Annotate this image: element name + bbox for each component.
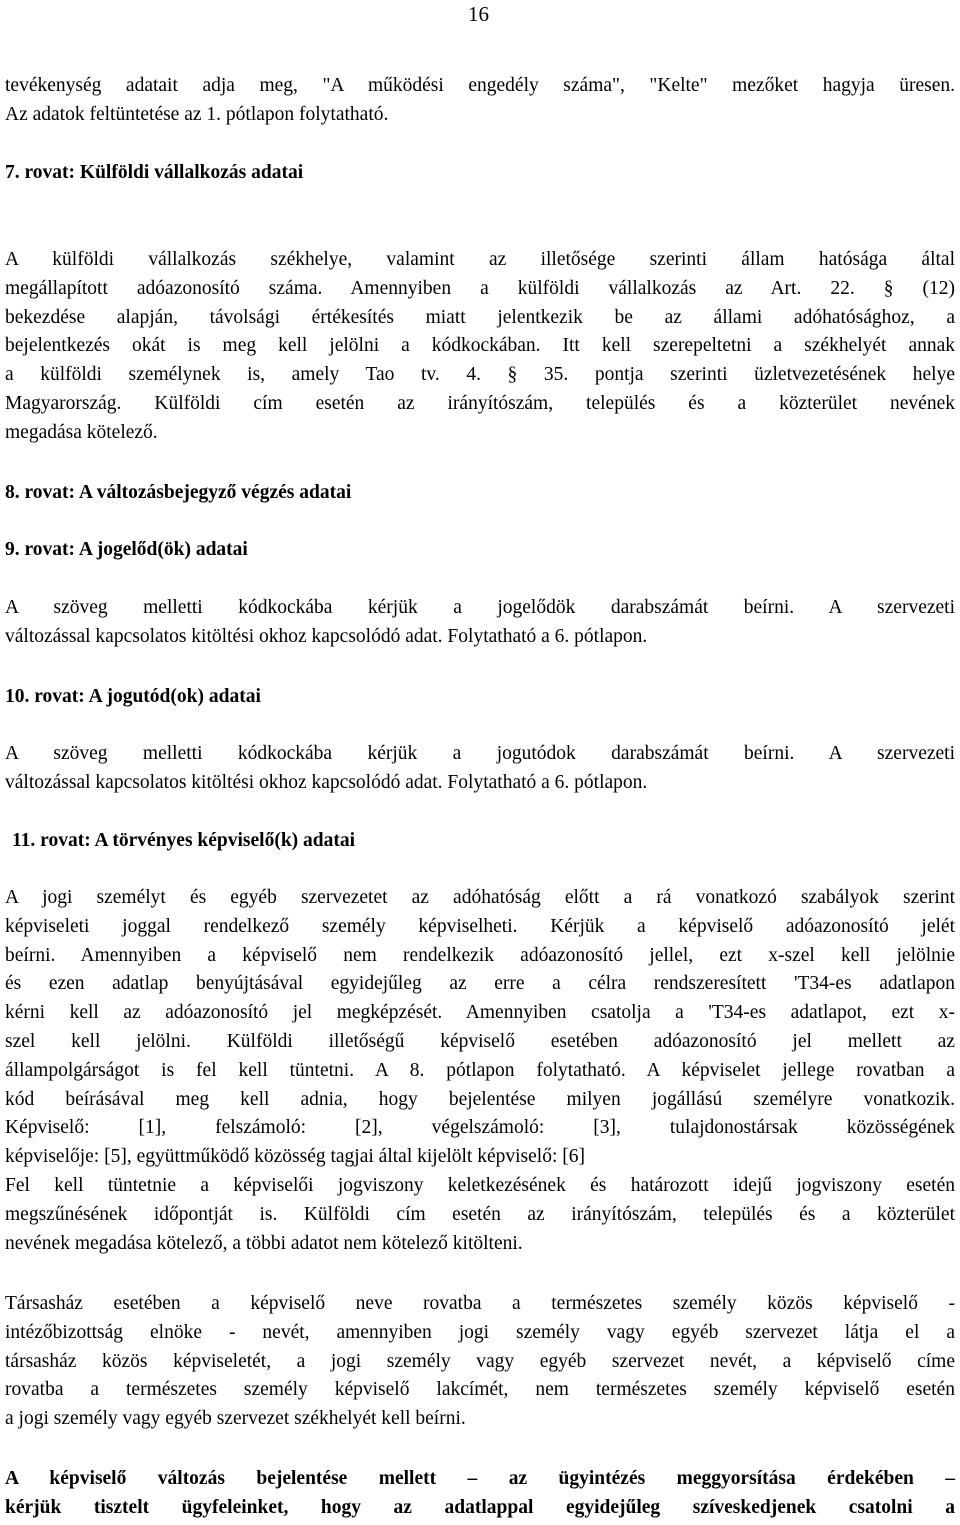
text-line: A szöveg melletti kódkockába kérjük a jogelődök darabszámát beírni. A szervezeti [5, 597, 955, 618]
text-line: A külföldi vállalkozás székhelye, valamint az illetősége szerinti állam hatósága által [5, 249, 955, 270]
text-line: a külföldi személynek is, amely Tao tv. 4. § 35. pontja szerinti üzletvezetésének helye [5, 364, 955, 386]
text-line: A jogi személyt és egyéb szervezetet az adóhatóság előtt a rá vonatkozó szabályok szerint [5, 887, 955, 908]
text-line: megszűnésének időpontját is. Külföldi cím esetén az irányítószám, település és a közterület [5, 1203, 955, 1225]
bold-notice-paragraph [5, 1465, 955, 1523]
text-line: Képviselő: [1], felszámoló: [2], végelszámoló: [3], tulajdonostársak közösségének [5, 1117, 955, 1139]
text-line: társasház közös képviseletét, a jogi személy vagy egyéb szervezet nevét, a képviselő címe [5, 1350, 955, 1372]
text-line: Fel kell tüntetnie a képviselői jogviszony keletkezésének és határozott idejű jogviszony esetén [5, 1174, 955, 1196]
text-line: bejelentkezés okát is meg kell jelölni a kódkockában. Itt kell szerepeltetni a székhelyét annak [5, 335, 955, 357]
text-line: rovatba a természetes személy képviselő lakcímét, nem természetes személy képviselő esetén [5, 1379, 955, 1401]
text-line: kérni kell az adóazonosító jel megképzését. Amennyiben csatolja a 'T34-es adatlapot, ezt x- [5, 1002, 955, 1024]
text-line: a jogi személy vagy egyéb szervezet székhelyét kell beírni. [5, 1408, 466, 1430]
section-10-paragraph [5, 740, 955, 798]
text-line: tevékenység adatait adja meg, "A működési engedély száma", "Kelte" mezőket hagyja üresen. [5, 75, 955, 96]
text-line: nevének megadása kötelező, a többi adatot nem kötelező kitölteni. [5, 1232, 523, 1254]
page-number: 16 [468, 2, 489, 26]
condominium-paragraph [5, 1290, 955, 1434]
text-line: szel kell jelölni. Külföldi illetőségű képviselő esetében adóazonosító jel mellett az [5, 1030, 955, 1052]
text-line: változással kapcsolatos kitöltési okhoz kapcsolódó adat. Folytatható a 6. pótlapon. [5, 625, 648, 647]
text-line: Társasház esetében a képviselő neve rovatba a természetes személy közös képviselő - [5, 1293, 955, 1314]
text-line: Az adatok feltüntetése az 1. pótlapon folytatható. [5, 103, 389, 125]
section-11-paragraph [5, 884, 955, 1258]
text-line: kód beírásával meg kell adnia, hogy bejelentése milyen jogállású személyre vonatkozik. [5, 1088, 955, 1110]
section-9-heading: 9. rovat: A jogelőd(ök) adatai [5, 539, 248, 560]
text-line: kérjük tisztelt ügyfeleinket, hogy az adatlappal egyidejűleg szíveskedjenek csatolni a [5, 1496, 955, 1518]
text-line: változással kapcsolatos kitöltési okhoz kapcsolódó adat. Folytatható a 6. pótlapon. [5, 771, 648, 793]
section-7-paragraph [5, 246, 955, 448]
section-7-heading: 7. rovat: Külföldi vállalkozás adatai [5, 162, 304, 183]
text-line: megállapított adóazonosító száma. Amennyiben a külföldi vállalkozás az Art. 22. § (12) [5, 277, 955, 299]
text-line: A képviselő változás bejelentése mellett – az ügyintézés meggyorsítása érdekében – [5, 1468, 955, 1489]
text-line: képviselője: [5], együttműködő közösség tagjai által kijelölt képviselő: [6] [5, 1146, 585, 1168]
text-line: beírni. Amennyiben a képviselő nem rendelkezik adóazonosító jellel, ezt x-szel kell jelölnie [5, 944, 955, 966]
text-line: állampolgárságot is fel kell tüntetni. A 8. pótlapon folytatható. A képviselet jellege rovatban a [5, 1059, 955, 1081]
text-line: és ezen adatlap benyújtásával egyidejűleg az erre a célra rendszeresített 'T34-es adatlapon [5, 973, 955, 995]
text-line: képviseleti joggal rendelkező személy képviselheti. Kérjük a képviselő adóazonosító jelét [5, 915, 955, 937]
section-11-heading: 11. rovat: A törvényes képviselő(k) adatai [12, 830, 356, 851]
section-9-paragraph [5, 594, 955, 652]
text-line: Magyarország. Külföldi cím esetén az irányítószám, település és a közterület nevének [5, 392, 955, 414]
section-10-heading: 10. rovat: A jogutód(ok) adatai [5, 686, 261, 707]
intro-paragraph [5, 72, 955, 130]
text-line: bekezdése alapján, távolsági értékesítés miatt jelentkezik be az állami adóhatósághoz, a [5, 306, 955, 328]
text-line: megadása kötelező. [5, 421, 158, 443]
text-line: intézőbizottság elnöke - nevét, amennyiben jogi személy vagy egyéb szervezet látja el a [5, 1321, 955, 1343]
text-line: A szöveg melletti kódkockába kérjük a jogutódok darabszámát beírni. A szervezeti [5, 743, 955, 764]
section-8-heading: 8. rovat: A változásbejegyző végzés adatai [5, 482, 352, 503]
